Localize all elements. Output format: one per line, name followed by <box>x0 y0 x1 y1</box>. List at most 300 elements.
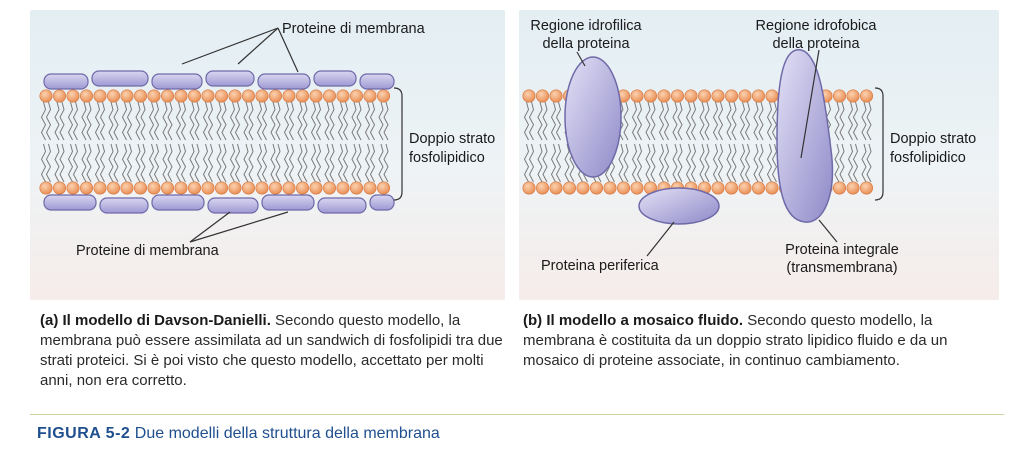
protein-top <box>360 74 394 89</box>
lipid-tail <box>835 102 839 140</box>
lipid-tail <box>317 102 321 140</box>
lipid-tail <box>692 144 696 182</box>
phospholipid-head <box>269 182 281 194</box>
phospholipid-head <box>631 90 643 102</box>
lipid-tail <box>543 144 547 182</box>
lipid-tail <box>96 144 100 182</box>
phospholipid-head <box>617 182 629 194</box>
lipid-tail <box>759 102 763 140</box>
phospholipid-head <box>752 182 764 194</box>
lipid-tail <box>325 102 329 140</box>
integral-protein-left <box>565 57 621 177</box>
lipid-tail <box>312 144 316 182</box>
phospholipid-head <box>121 90 133 102</box>
lipid-tail <box>42 144 46 182</box>
lipid-tail <box>357 144 361 182</box>
lipid-tail <box>646 144 650 182</box>
lipid-tail <box>69 102 73 140</box>
lipid-tail <box>867 144 871 182</box>
lipid-tail <box>136 144 140 182</box>
phospholipid-head <box>712 90 724 102</box>
phospholipid-head <box>658 90 670 102</box>
phospholipid-head <box>134 90 146 102</box>
label-integral-line2: (transmembrana) <box>786 260 898 276</box>
phospholipid-head <box>550 90 562 102</box>
label-bilayer-line2: fosfolipidico <box>890 150 966 166</box>
lipid-tail <box>298 144 302 182</box>
phospholipid-head <box>107 90 119 102</box>
lipid-tail <box>700 144 704 182</box>
lipid-tail <box>231 144 235 182</box>
phospholipid-head <box>188 90 200 102</box>
lipid-tail <box>209 102 213 140</box>
lipid-tail <box>303 102 307 140</box>
phospholipid-head <box>712 182 724 194</box>
lipid-tail <box>687 102 691 140</box>
phospholipid-head <box>283 182 295 194</box>
lipid-tail <box>271 102 275 140</box>
lipid-tail <box>123 144 127 182</box>
lipid-tail <box>298 102 302 140</box>
lipid-tail <box>835 144 839 182</box>
lipid-tail <box>678 102 682 140</box>
phospholipid-head <box>364 90 376 102</box>
lipid-tail <box>69 144 73 182</box>
lipid-tail <box>732 144 736 182</box>
caption-b-title: (b) Il modello a mosaico fluido. <box>523 312 744 329</box>
lipid-tail <box>168 144 172 182</box>
lipid-tail <box>285 144 289 182</box>
lipid-tail <box>168 102 172 140</box>
lipid-tail <box>177 144 181 182</box>
lipid-tail <box>87 144 91 182</box>
phospholipid-head <box>53 182 65 194</box>
lipid-tail <box>557 144 561 182</box>
lipid-tail <box>217 144 221 182</box>
caption-a-title: (a) Il modello di Davson-Danielli. <box>40 312 271 329</box>
lipid-tail <box>633 144 637 182</box>
lipid-tails <box>42 102 389 182</box>
lipid-tail <box>222 102 226 140</box>
lipid-tail <box>746 144 750 182</box>
lipid-tail <box>182 102 186 140</box>
phospholipid-head <box>377 182 389 194</box>
lipid-tail <box>60 102 64 140</box>
lipid-tail <box>163 144 167 182</box>
lipid-tail <box>371 102 375 140</box>
phospholipid-head <box>188 182 200 194</box>
lipid-tail <box>700 102 704 140</box>
phospholipid-head <box>67 182 79 194</box>
lipid-tail <box>42 102 46 140</box>
lipid-tail <box>96 102 100 140</box>
lipid-tail <box>862 102 866 140</box>
phospholipid-head <box>860 182 872 194</box>
lipid-tail <box>665 102 669 140</box>
phospholipid-head <box>323 182 335 194</box>
lipid-tail <box>339 102 343 140</box>
protein-top <box>44 74 88 89</box>
lipid-tail <box>330 102 334 140</box>
lipid-tail <box>285 102 289 140</box>
phospholipid-head <box>242 182 254 194</box>
lipid-tail <box>646 102 650 140</box>
lipid-tail <box>195 102 199 140</box>
lipid-tail <box>768 144 772 182</box>
phospholipid-head <box>337 90 349 102</box>
lipid-tail <box>60 144 64 182</box>
lipid-tail <box>673 102 677 140</box>
lipid-tail <box>136 102 140 140</box>
phospholipid-head <box>833 182 845 194</box>
lipid-tail <box>651 102 655 140</box>
phospholipid-head <box>739 90 751 102</box>
lipid-tail <box>109 144 113 182</box>
lipid-tail <box>190 144 194 182</box>
lipid-tail <box>352 102 356 140</box>
lipid-tail <box>692 102 696 140</box>
label-hydrophobic-line1: Regione idrofobica <box>755 18 877 34</box>
phospholipid-head <box>536 182 548 194</box>
panel-davson-danielli <box>30 10 505 300</box>
lipid-tail <box>530 144 534 182</box>
lipid-tail <box>754 102 758 140</box>
phospholipid-head <box>283 90 295 102</box>
phospholipid-head <box>40 90 52 102</box>
protein-bottom <box>100 198 148 213</box>
lipid-tail <box>727 102 731 140</box>
lipid-tail <box>258 144 262 182</box>
lipid-tail <box>155 102 159 140</box>
phospholipid-head <box>107 182 119 194</box>
lipid-tail <box>276 144 280 182</box>
lipid-tail <box>249 144 253 182</box>
lipid-tail <box>150 144 154 182</box>
phospholipid-head <box>80 90 92 102</box>
lipid-tail <box>155 144 159 182</box>
lipid-tail <box>840 102 844 140</box>
lipid-tail <box>109 102 113 140</box>
phospholipid-head <box>296 90 308 102</box>
lipid-tail <box>276 102 280 140</box>
phospholipid-head <box>523 90 535 102</box>
phospholipid-head <box>550 182 562 194</box>
lipid-tail <box>244 144 248 182</box>
figure-caption <box>37 425 440 443</box>
lipid-tail <box>552 144 556 182</box>
lipid-tail <box>619 144 623 182</box>
label-membrane-proteins-top: Proteine di membrana <box>282 21 425 37</box>
panel-fluid-mosaic <box>519 10 999 300</box>
lipid-tail <box>732 102 736 140</box>
lipid-tail <box>379 102 383 140</box>
phospholipid-head <box>229 182 241 194</box>
label-hydrophilic-line1: Regione idrofilica <box>530 18 642 34</box>
phospholipid-head <box>833 90 845 102</box>
lipid-tail <box>344 144 348 182</box>
phospholipid-head <box>202 90 214 102</box>
phospholipid-head <box>631 182 643 194</box>
lipid-tail <box>204 102 208 140</box>
lipid-tail <box>344 102 348 140</box>
phospholipid-head <box>563 182 575 194</box>
phospholipid-head <box>685 90 697 102</box>
phospholipid-head <box>53 90 65 102</box>
lipid-tail <box>773 144 777 182</box>
lipid-tail <box>759 144 763 182</box>
lipid-tail <box>719 144 723 182</box>
phospholipid-head <box>40 182 52 194</box>
lipid-tail <box>543 102 547 140</box>
label-hydrophilic-line2: della proteina <box>542 36 630 52</box>
lipid-tail <box>660 102 664 140</box>
lipid-tail <box>101 144 105 182</box>
phospholipid-head <box>175 182 187 194</box>
lipid-tail <box>141 102 145 140</box>
lipid-tail <box>249 102 253 140</box>
lipid-tail <box>624 144 628 182</box>
peripheral-protein <box>639 188 719 224</box>
lipid-tail <box>231 102 235 140</box>
caption-a-text: Secondo questo modello, la membrana può essere assimilata ad un sandwich di fosfolipidi tra due strati proteici. Si è poi visto che questo modello, accettato per molti anni, non era corretto. <box>40 312 503 389</box>
phospholipid-head <box>296 182 308 194</box>
protein-top <box>206 71 254 86</box>
lipid-tail <box>538 144 542 182</box>
bilayer-bracket <box>394 88 402 200</box>
phospholipid-head <box>766 182 778 194</box>
lipid-tail <box>741 144 745 182</box>
lipid-tail <box>638 102 642 140</box>
phospholipid-head <box>148 182 160 194</box>
phospholipid-head <box>847 182 859 194</box>
phospholipid-head <box>94 90 106 102</box>
lipid-tail <box>714 102 718 140</box>
phospholipid-head <box>739 182 751 194</box>
lipid-tail <box>854 102 858 140</box>
lipid-tail <box>74 144 78 182</box>
label-integral-line1: Proteina integrale <box>785 242 899 258</box>
protein-bottom <box>318 198 366 213</box>
label-bilayer-line1: Doppio strato <box>890 131 977 147</box>
phospholipid-head <box>590 182 602 194</box>
lipid-tail <box>384 102 388 140</box>
lipid-tail <box>123 102 127 140</box>
lipid-tail <box>352 144 356 182</box>
lipid-tail <box>209 144 213 182</box>
lipid-tail <box>633 102 637 140</box>
lipid-tail <box>525 102 529 140</box>
lipid-tail <box>862 144 866 182</box>
caption-b-text: Secondo questo modello, la membrana è costituita da un doppio strato lipidico fluido e da un mosaico di proteine associate, in continuo cambiamento. <box>523 312 948 369</box>
lipid-tail <box>271 144 275 182</box>
label-bilayer-line2: fosfolipidico <box>409 150 485 166</box>
lipid-tail <box>263 102 267 140</box>
lipid-tail <box>222 144 226 182</box>
lipid-tail <box>849 102 853 140</box>
lipid-tail <box>557 102 561 140</box>
lipid-tail <box>82 144 86 182</box>
phospholipid-head <box>229 90 241 102</box>
phospholipid-head <box>577 182 589 194</box>
lipid-tail <box>384 144 388 182</box>
lipid-tail <box>339 144 343 182</box>
lipid-tail <box>840 144 844 182</box>
lipid-tail <box>379 144 383 182</box>
lipid-tail <box>128 102 132 140</box>
lipid-tail <box>55 102 59 140</box>
lipid-tail <box>741 102 745 140</box>
lipid-tail <box>330 144 334 182</box>
protein-top <box>314 71 356 86</box>
protein-top <box>92 71 148 86</box>
lipid-tail <box>366 144 370 182</box>
lipid-tail <box>244 102 248 140</box>
phospholipid-head <box>256 182 268 194</box>
lipid-tail <box>768 102 772 140</box>
lipid-tail <box>101 102 105 140</box>
lipid-tail <box>87 102 91 140</box>
label-bilayer-line1: Doppio strato <box>409 131 496 147</box>
phospholipid-head <box>377 90 389 102</box>
lipid-tail <box>47 102 51 140</box>
lipid-tail <box>565 144 569 182</box>
phospholipid-head <box>350 182 362 194</box>
lipid-tail <box>638 144 642 182</box>
lipid-tail <box>141 144 145 182</box>
phospholipid-head <box>323 90 335 102</box>
phospholipid-head <box>310 182 322 194</box>
protein-top <box>258 74 310 89</box>
phospholipid-head <box>269 90 281 102</box>
phospholipid-head <box>698 90 710 102</box>
phospholipid-head <box>671 90 683 102</box>
lipid-tail <box>290 102 294 140</box>
lipid-tail <box>754 144 758 182</box>
lipid-tail <box>114 144 118 182</box>
phospholipid-head <box>67 90 79 102</box>
lipid-tail <box>366 102 370 140</box>
lipid-tail <box>195 144 199 182</box>
lipid-tail <box>673 144 677 182</box>
phospholipid-head <box>94 182 106 194</box>
lipid-tail <box>687 144 691 182</box>
lipid-tail <box>371 144 375 182</box>
lipid-tail <box>150 102 154 140</box>
lipid-tail <box>303 144 307 182</box>
phospholipid-head <box>134 182 146 194</box>
bilayer-bracket <box>875 88 883 200</box>
phospholipid-heads <box>40 90 390 194</box>
phospholipid-head <box>202 182 214 194</box>
lipid-tail <box>746 102 750 140</box>
lipid-tail <box>773 102 777 140</box>
phospholipid-head <box>766 90 778 102</box>
protein-top <box>152 74 202 89</box>
label-hydrophobic-line2: della proteina <box>772 36 860 52</box>
lipid-tail <box>177 102 181 140</box>
lipid-tail <box>290 144 294 182</box>
phospholipid-head <box>604 182 616 194</box>
lipid-tail <box>325 144 329 182</box>
lipid-tail <box>182 144 186 182</box>
lipid-tail <box>317 144 321 182</box>
lipid-tail <box>849 144 853 182</box>
lipid-tail <box>190 102 194 140</box>
lipid-tail <box>624 102 628 140</box>
lipid-tail <box>530 102 534 140</box>
phospholipid-head <box>536 90 548 102</box>
lipid-tail <box>727 144 731 182</box>
lipid-tail <box>55 144 59 182</box>
phospholipid-head <box>364 182 376 194</box>
caption-b <box>523 311 1003 371</box>
phospholipid-head <box>725 182 737 194</box>
lipid-tail <box>867 102 871 140</box>
lipid-tail <box>258 102 262 140</box>
figure-title: Due modelli della struttura della membrana <box>134 425 440 442</box>
phospholipid-head <box>256 90 268 102</box>
protein-bottom <box>208 198 258 213</box>
protein-bottom <box>370 195 394 210</box>
phospholipid-head <box>337 182 349 194</box>
phospholipid-head <box>350 90 362 102</box>
figure-number: FIGURA 5-2 <box>37 425 131 442</box>
lipid-tail <box>705 144 709 182</box>
caption-divider <box>30 414 1004 415</box>
protein-bottom <box>44 195 96 210</box>
lipid-tail <box>114 102 118 140</box>
lipid-tail <box>552 102 556 140</box>
phospholipid-head <box>847 90 859 102</box>
phospholipid-head <box>161 182 173 194</box>
lipid-tail <box>714 144 718 182</box>
phospholipid-head <box>175 90 187 102</box>
label-peripheral-protein: Proteina periferica <box>541 258 659 274</box>
protein-bottom <box>152 195 204 210</box>
lipid-tail <box>163 102 167 140</box>
protein-bottom <box>262 195 314 210</box>
phospholipid-head <box>860 90 872 102</box>
lipid-tail <box>665 144 669 182</box>
phospholipid-head <box>215 90 227 102</box>
lipid-tail <box>263 144 267 182</box>
phospholipid-head <box>310 90 322 102</box>
lipid-tail <box>217 102 221 140</box>
lipid-tail <box>74 102 78 140</box>
lipid-tail <box>538 102 542 140</box>
lipid-tail <box>47 144 51 182</box>
lipid-tail <box>678 144 682 182</box>
lipid-tail <box>719 102 723 140</box>
lipid-tail <box>128 144 132 182</box>
lipid-tail <box>705 102 709 140</box>
phospholipid-head <box>121 182 133 194</box>
lipid-tail <box>357 102 361 140</box>
phospholipid-head <box>644 90 656 102</box>
phospholipid-head <box>215 182 227 194</box>
caption-a <box>40 311 510 391</box>
lipid-tail <box>236 144 240 182</box>
phospholipid-head <box>242 90 254 102</box>
phospholipid-head <box>752 90 764 102</box>
phospholipid-head <box>161 90 173 102</box>
lipid-tail <box>312 102 316 140</box>
lipid-tail <box>236 102 240 140</box>
lipid-tail <box>854 144 858 182</box>
lipid-tail <box>204 144 208 182</box>
phospholipid-head <box>725 90 737 102</box>
phospholipid-head <box>80 182 92 194</box>
